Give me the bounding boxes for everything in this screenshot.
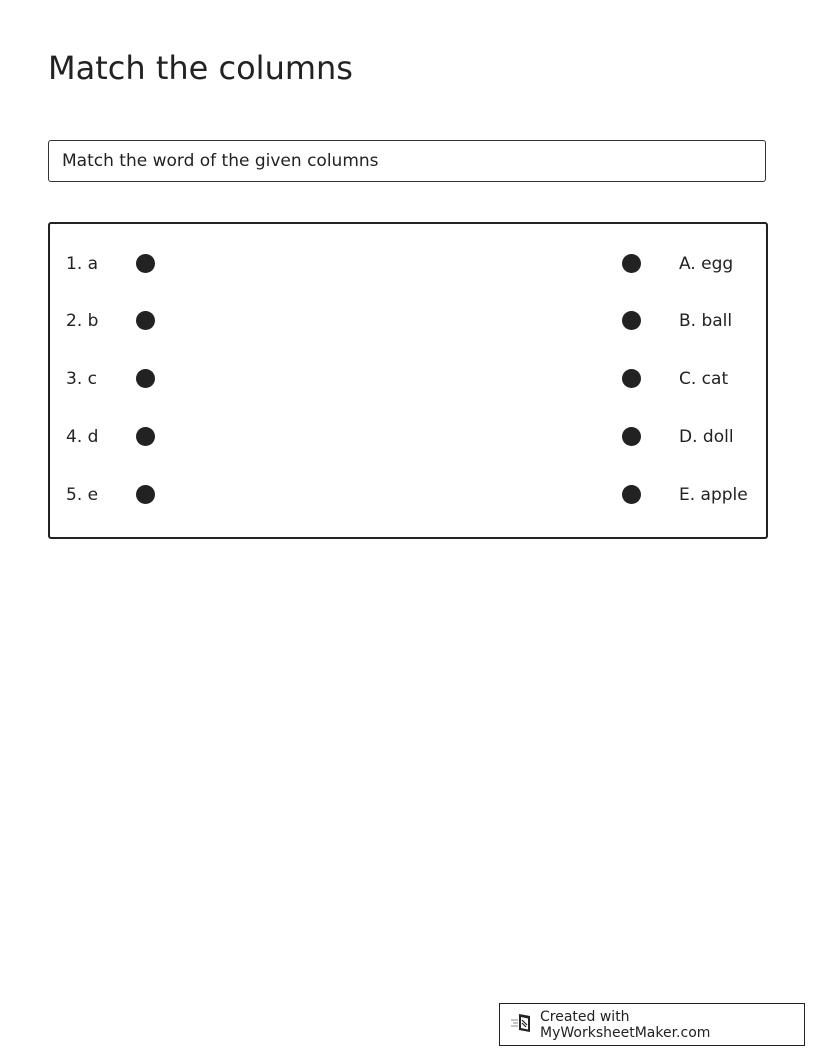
- left-item: 5. e: [66, 485, 99, 505]
- right-item: B. ball: [679, 311, 733, 331]
- left-item: 4. d: [66, 427, 99, 447]
- right-item: A. egg: [679, 254, 734, 274]
- left-dot-icon[interactable]: [136, 369, 155, 388]
- left-dot-icon[interactable]: [136, 311, 155, 330]
- left-dot-icon[interactable]: [136, 254, 155, 273]
- match-row: [50, 309, 766, 333]
- match-row: [50, 483, 766, 507]
- match-row: [50, 252, 766, 276]
- match-row: [50, 425, 766, 449]
- left-item: 1. a: [66, 254, 99, 274]
- right-item: D. doll: [679, 427, 734, 447]
- match-columns-box: [48, 222, 768, 539]
- match-row: [50, 367, 766, 391]
- right-dot-icon[interactable]: [622, 485, 641, 504]
- footer-badge[interactable]: [499, 1003, 805, 1046]
- right-dot-icon[interactable]: [622, 254, 641, 273]
- footer-text: Created with MyWorksheetMaker.com: [540, 1008, 711, 1041]
- left-dot-icon[interactable]: [136, 427, 155, 446]
- right-dot-icon[interactable]: [622, 369, 641, 388]
- page-title: Match the columns: [48, 49, 353, 87]
- worksheet-logo-icon: [510, 1012, 540, 1038]
- instructions-box: [48, 140, 766, 182]
- right-item: E. apple: [679, 485, 748, 505]
- right-dot-icon[interactable]: [622, 311, 641, 330]
- left-item: 3. c: [66, 369, 97, 389]
- right-item: C. cat: [679, 369, 729, 389]
- left-item: 2. b: [66, 311, 99, 331]
- instructions-text: Match the word of the given columns: [62, 151, 379, 171]
- left-dot-icon[interactable]: [136, 485, 155, 504]
- right-dot-icon[interactable]: [622, 427, 641, 446]
